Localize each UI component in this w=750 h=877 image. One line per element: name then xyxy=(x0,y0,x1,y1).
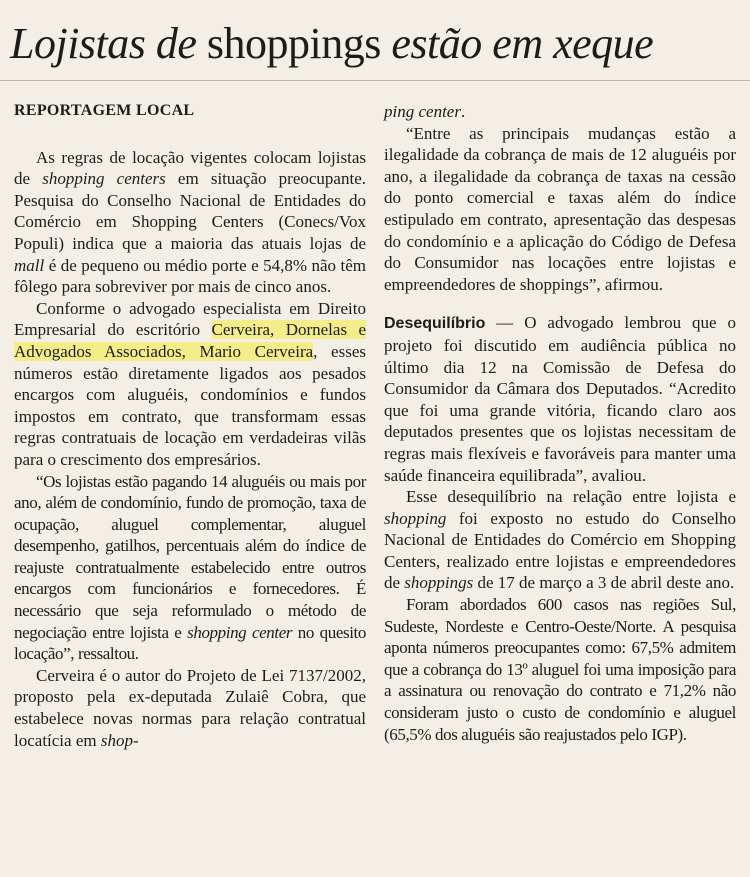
right-paragraph-3: Esse desequilíbrio na relação entre lojista e shopping foi exposto no estudo do Conselho Nacional de Entidades do Comércio em Shopping Centers, realizado entre lojistas e empreendedores de shoppings de 17 de março a 3 de abril deste ano. xyxy=(384,487,736,593)
highlighted-firm-name: Cerveira, Dornelas e Advogados Associados, Mario Cerveira xyxy=(14,320,367,361)
left-paragraph-1: As regras de locação vigentes colocam lojistas de shopping centers em situação preocupante. Pesquisa do Conselho Nacional de Entidades do Comércio em Shopping Centers (Conecs/Vox Populi) indica que a maioria das atuais lojas de mall é de pequeno ou médio porte e 54,8% não têm fôlego para sobreviver por mais de cinco anos. xyxy=(14,147,366,297)
right-paragraph-continuation: ping center. xyxy=(384,102,466,121)
right-paragraph-1: “Entre as principais mudanças estão a ilegalidade da cobrança de mais de 12 aluguéis por ano, a ilegalidade da cobrança de taxas na cessão do ponto comercial e taxas além do índice estipulado em contrato, apresentação das despesas do condomínio e a aplicação do Código de Defesa do Consumidor nas locações entre lojistas e empreendedores de shoppings”, afirmou. xyxy=(384,123,736,294)
right-paragraph-2: Desequilíbrio — O advogado lembrou que o projeto foi discutido em audiência pública no último dia 12 na Comissão de Defesa do Consumidor da Câmara dos Deputados. “Acredito que foi uma grande vitória, ficando claro aos deputados presentes que os lojistas necessitam de regras mais flexíveis e favoráveis para manter uma saúde financeira equilibrada”, avaliou. xyxy=(384,313,736,485)
column-right xyxy=(384,101,736,745)
left-paragraph-3: “Os lojistas estão pagando 14 aluguéis ou mais por ano, além de condomínio, fundo de promoção, taxa de ocupação, aluguel complementar, aluguel desempenho, gatilhos, percentuais além do índice de reajuste contratualmente estabelecido entre outros encargos com funcionários e fornecedores. É necessário que seja reformulado o método de negociação entre lojista e shopping center no quesito locação”, ressaltou. xyxy=(14,471,366,664)
column-left xyxy=(14,100,366,751)
headline xyxy=(10,14,745,74)
left-paragraph-4: Cerveira é o autor do Projeto de Lei 7137/2002, proposto pela ex-deputada Zulaiê Cobra, que estabelece novas normas para relação contratual locatícia em shop- xyxy=(14,665,366,750)
left-paragraph-2: Conforme o advogado especialista em Direito Empresarial do escritório Cerveira, Dornelas e Advogados Associados, Mario Cerveira, esses números estão diretamente ligados aos pesados encargos com aluguéis, condomínios e fundos impostos em contrato, que transformam essas regras contratuais de locação em verdadeiras vilãs para o crescimento dos empresários. xyxy=(14,298,367,469)
headline-part1: Lojistas de xyxy=(10,19,207,68)
subhead: Desequilíbrio xyxy=(384,315,486,333)
headline-rule xyxy=(0,80,750,81)
headline-part2: shoppings xyxy=(206,19,381,68)
headline-part3: estão em xeque xyxy=(380,19,654,68)
right-paragraph-4: Foram abordados 600 casos nas regiões Sul, Sudeste, Nordeste e Centro-Oeste/Norte. A pesquisa aponta números preocupantes como: 67,5% admitem que a cobrança do 13º aluguel foi uma imposição para a assinatura ou renovação do contrato e 71,2% não consideram justo o custo de condomínio e aluguel (65,5% dos aluguéis são reajustados pelo IGP). xyxy=(384,595,736,744)
byline: REPORTAGEM LOCAL xyxy=(14,102,195,119)
adjacent-article-bleed xyxy=(0,0,750,12)
